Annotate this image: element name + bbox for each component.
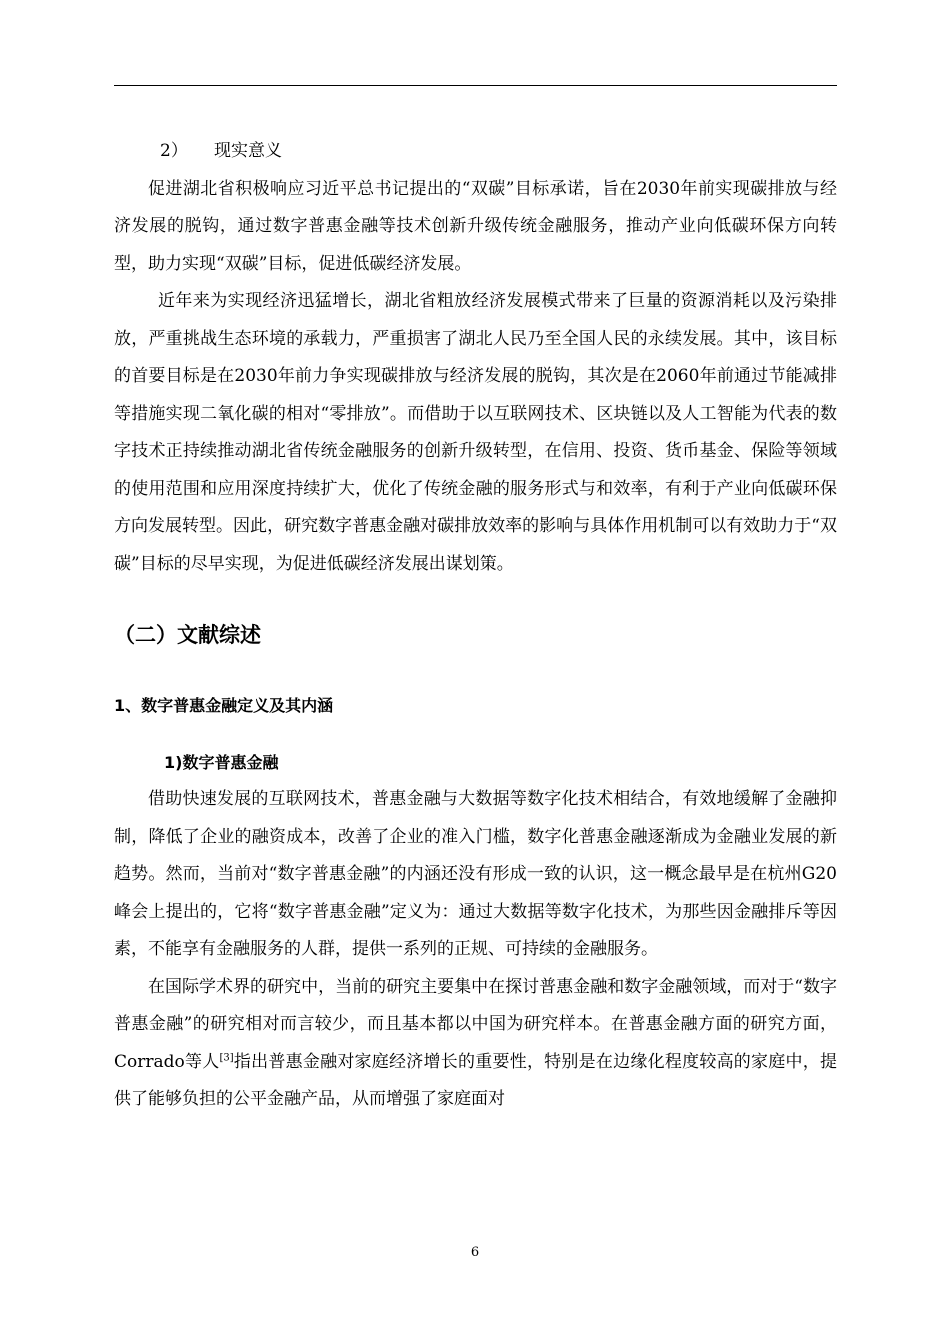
paragraph-realistic-1: 促进湖北省积极响应习近平总书记提出的“双碳”目标承诺，旨在2030年前实现碳排放与经济发展的脱钩，通过数字普惠金融等技术创新升级传统金融服务，推动产业向低碳环保方向转型，助力实现“双碳”目标，促进低碳经济发展。 xyxy=(114,178,837,274)
heading-digital-inclusive-finance: 1)数字普惠金融 xyxy=(164,753,279,772)
paragraph-text: 在国际学术界的研究中，当前的研究主要集中在探讨普惠金融和数字金融领域，而对于“数字普惠金融”的研究相对而言较少，而且基本都以中国为研究样本。在普惠金融方面的研究方面，Corrado等人 xyxy=(114,976,837,1072)
paragraph-literature-1: 借助快速发展的互联网技术，普惠金融与大数据等数字化技术相结合，有效地缓解了金融抑制，降低了企业的融资成本，改善了企业的准入门槛，数字化普惠金融逐渐成为金融业发展的新趋势。然而，当前对“数字普惠金融”的内涵还没有形成一致的认识，这一概念最早是在杭州G20峰会上提出的，它将“数字普惠金融”定义为：通过大数据等数字化技术，为那些因金融排斥等因素，不能享有金融服务的人群，提供一系列的正规、可持续的金融服务。 xyxy=(114,789,837,959)
section-number: 2） xyxy=(160,141,188,161)
paragraph-realistic-2: 近年来为实现经济迅猛增长，湖北省粗放经济发展模式带来了巨量的资源消耗以及污染排放，严重挑战生态环境的承载力，严重损害了湖北人民乃至全国人民的永续发展。其中，该目标的首要目标是在2030年前力争实现碳排放与经济发展的脱钩，其次是在2060年前通过节能减排等措施实现二氧化碳的相对“零排放”。而借助于以互联网技术、区块链以及人工智能为代表的数字技术正持续推动湖北省传统金融服务的创新升级转型，在信用、投资、货币基金、保险等领域的使用范围和应用深度持续扩大，优化了传统金融的服务形式与和效率，有利于产业向低碳环保方向发展转型。因此，研究数字普惠金融对碳排放效率的影响与具体作用机制可以有效助力于“双碳”目标的尽早实现，为促进低碳经济发展出谋划策。 xyxy=(114,291,837,574)
heading-literature-review: （二）文献综述 xyxy=(114,623,261,647)
citation-reference[interactable]: [3] xyxy=(219,1051,234,1063)
page-number: 6 xyxy=(470,1245,480,1260)
paragraph-literature-2 xyxy=(114,969,837,1119)
section-title: 现实意义 xyxy=(214,141,282,161)
heading-digital-inclusive-finance-definition: 1、数字普惠金融定义及其内涵 xyxy=(114,696,334,715)
page-content xyxy=(114,133,837,1119)
section-heading-realistic-significance xyxy=(114,133,837,171)
header-rule xyxy=(114,85,837,86)
paragraph-text-continued: 指出普惠金融对家庭经济增长的重要性，特别是在边缘化程度较高的家庭中，提供了能够负担的公平金融产品，从而增强了家庭面对 xyxy=(114,1051,838,1109)
